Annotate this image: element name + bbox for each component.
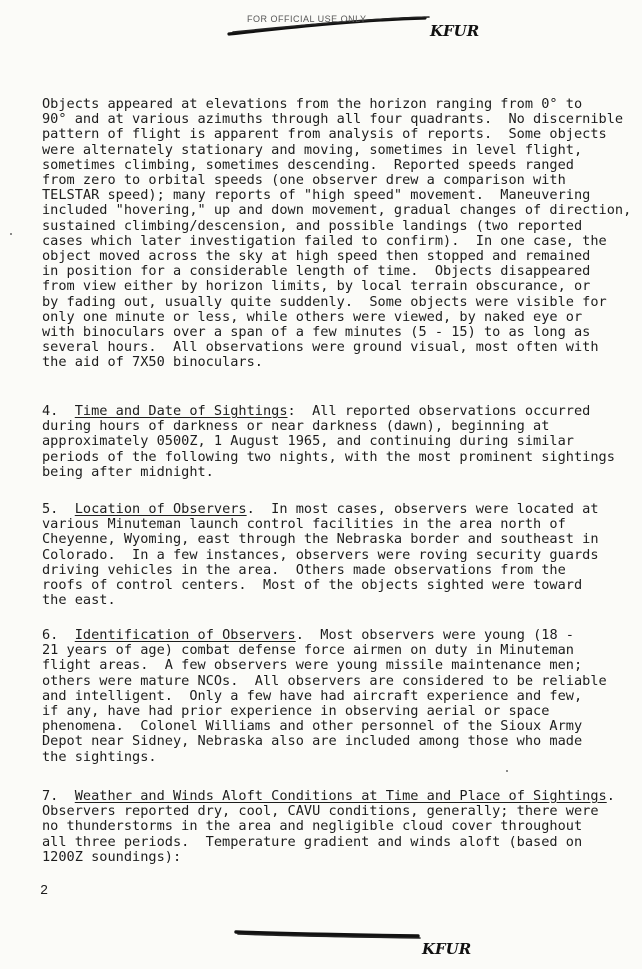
section-heading: Weather and Winds Aloft Conditions at Time and Place of Sightings	[74, 788, 607, 804]
intro-line: several hours. All observations were ground visual, most often with	[42, 339, 599, 356]
section-number: 7.	[42, 788, 59, 804]
section-line: Cheyenne, Wyoming, east through the Nebraska border and southeast in	[42, 531, 599, 548]
section-number: 4.	[42, 403, 59, 419]
section-text: . Most observers were young (18 -	[295, 627, 574, 643]
section-line: approximately 0500Z, 1 August 1965, and continuing during similar	[42, 433, 574, 450]
section-line: if any, have had prior experience in observing aerial or space	[42, 703, 550, 720]
section-line: during hours of darkness or near darkness (dawn), beginning at	[42, 418, 550, 435]
section-line: Colorado. In a few instances, observers were roving security guards	[42, 546, 599, 563]
top-marking-stamp	[225, 6, 525, 42]
scan-speck	[506, 770, 508, 772]
intro-line: from view either by horizon limits, by local terrain obscurance, or	[42, 278, 591, 295]
section-line: no thunderstorms in the area and negligible cloud cover throughout	[42, 818, 583, 835]
intro-line: in position for a considerable length of time. Objects disappeared	[42, 263, 591, 280]
intro-line: object moved across the sky at high speed then stopped and remained	[42, 248, 591, 265]
intro-line: only one minute or less, while others were viewed, by naked eye or	[42, 308, 583, 325]
intro-line: by fading out, usually quite suddenly. Some objects were visible for	[42, 293, 607, 310]
scan-speck	[10, 233, 12, 235]
bottom-initials: KFUR	[422, 940, 472, 958]
page-number: 2	[40, 884, 49, 899]
section-5-location	[42, 502, 617, 608]
intro-line: Objects appeared at elevations from the horizon ranging from 0° to	[42, 96, 583, 112]
intro-line: cases which later investigation failed to confirm). In one case, the	[42, 232, 607, 249]
section-text: .	[606, 788, 615, 804]
section-number: 5.	[42, 501, 59, 517]
section-line: flight areas. A few observers were young missile maintenance men;	[42, 657, 583, 674]
redaction-scribble	[225, 6, 525, 42]
section-line: all three periods. Temperature gradient and winds aloft (based on	[42, 833, 583, 850]
section-text: : All reported observations occurred	[287, 403, 591, 419]
section-line: 1200Z soundings):	[42, 848, 182, 865]
bottom-marking-stamp	[232, 918, 532, 958]
intro-line: TELSTAR speed); many reports of "high speed" movement. Maneuvering	[42, 187, 591, 204]
section-heading: Identification of Observers	[74, 627, 296, 643]
section-heading: Location of Observers	[74, 501, 247, 517]
intro-line: the aid of 7X50 binoculars.	[42, 354, 263, 371]
intro-line: 90° and at various azimuths through all four quadrants. No discernible	[42, 111, 624, 128]
section-7-weather	[42, 789, 617, 865]
section-line: the east.	[42, 592, 116, 609]
top-marking-text: FOR OFFICIAL USE ONLY	[247, 14, 367, 24]
intro-paragraph	[42, 96, 632, 371]
section-line: and intelligent. Only a few have had aircraft experience and few,	[42, 687, 583, 704]
section-line: being after midnight.	[42, 463, 214, 480]
section-line: Depot near Sidney, Nebraska also are included among those who made	[42, 733, 583, 750]
redaction-scribble	[232, 918, 532, 958]
section-line: the sightings.	[42, 748, 157, 765]
intro-line: from zero to orbital speeds (one observer drew a comparison with	[42, 172, 566, 189]
intro-line: with binoculars over a span of a few minutes (5 - 15) to as long as	[42, 324, 591, 341]
intro-line: were alternately stationary and moving, sometimes in level flight,	[42, 141, 583, 158]
section-line: phenomena. Colonel Williams and other personnel of the Sioux Army	[42, 718, 583, 735]
section-line: others were mature NCOs. All observers are considered to be reliable	[42, 672, 607, 689]
section-heading: Time and Date of Sightings	[74, 403, 288, 419]
intro-line: pattern of flight is apparent from analysis of reports. Some objects	[42, 126, 607, 143]
section-text: . In most cases, observers were located at	[246, 501, 599, 517]
intro-line: included "hovering," up and down movement, gradual changes of direction,	[42, 202, 632, 219]
intro-line: sometimes climbing, sometimes descending. Reported speeds ranged	[42, 156, 574, 173]
section-line: Observers reported dry, cool, CAVU conditions, generally; there were	[42, 803, 599, 820]
section-line: roofs of control centers. Most of the objects sighted were toward	[42, 577, 583, 594]
top-initials: KFUR	[430, 22, 480, 40]
section-line: periods of the following two nights, with the most prominent sightings	[42, 448, 615, 465]
section-line: driving vehicles in the area. Others made observations from the	[42, 561, 566, 578]
section-number: 6.	[42, 627, 59, 643]
section-4-time-and-date	[42, 404, 617, 480]
section-line: 21 years of age) combat defense force airmen on duty in Minuteman	[42, 642, 574, 659]
intro-line: sustained climbing/descension, and possible landings (two reported	[42, 217, 583, 234]
section-line: various Minuteman launch control facilities in the area north of	[42, 516, 566, 533]
section-6-identification	[42, 628, 617, 765]
